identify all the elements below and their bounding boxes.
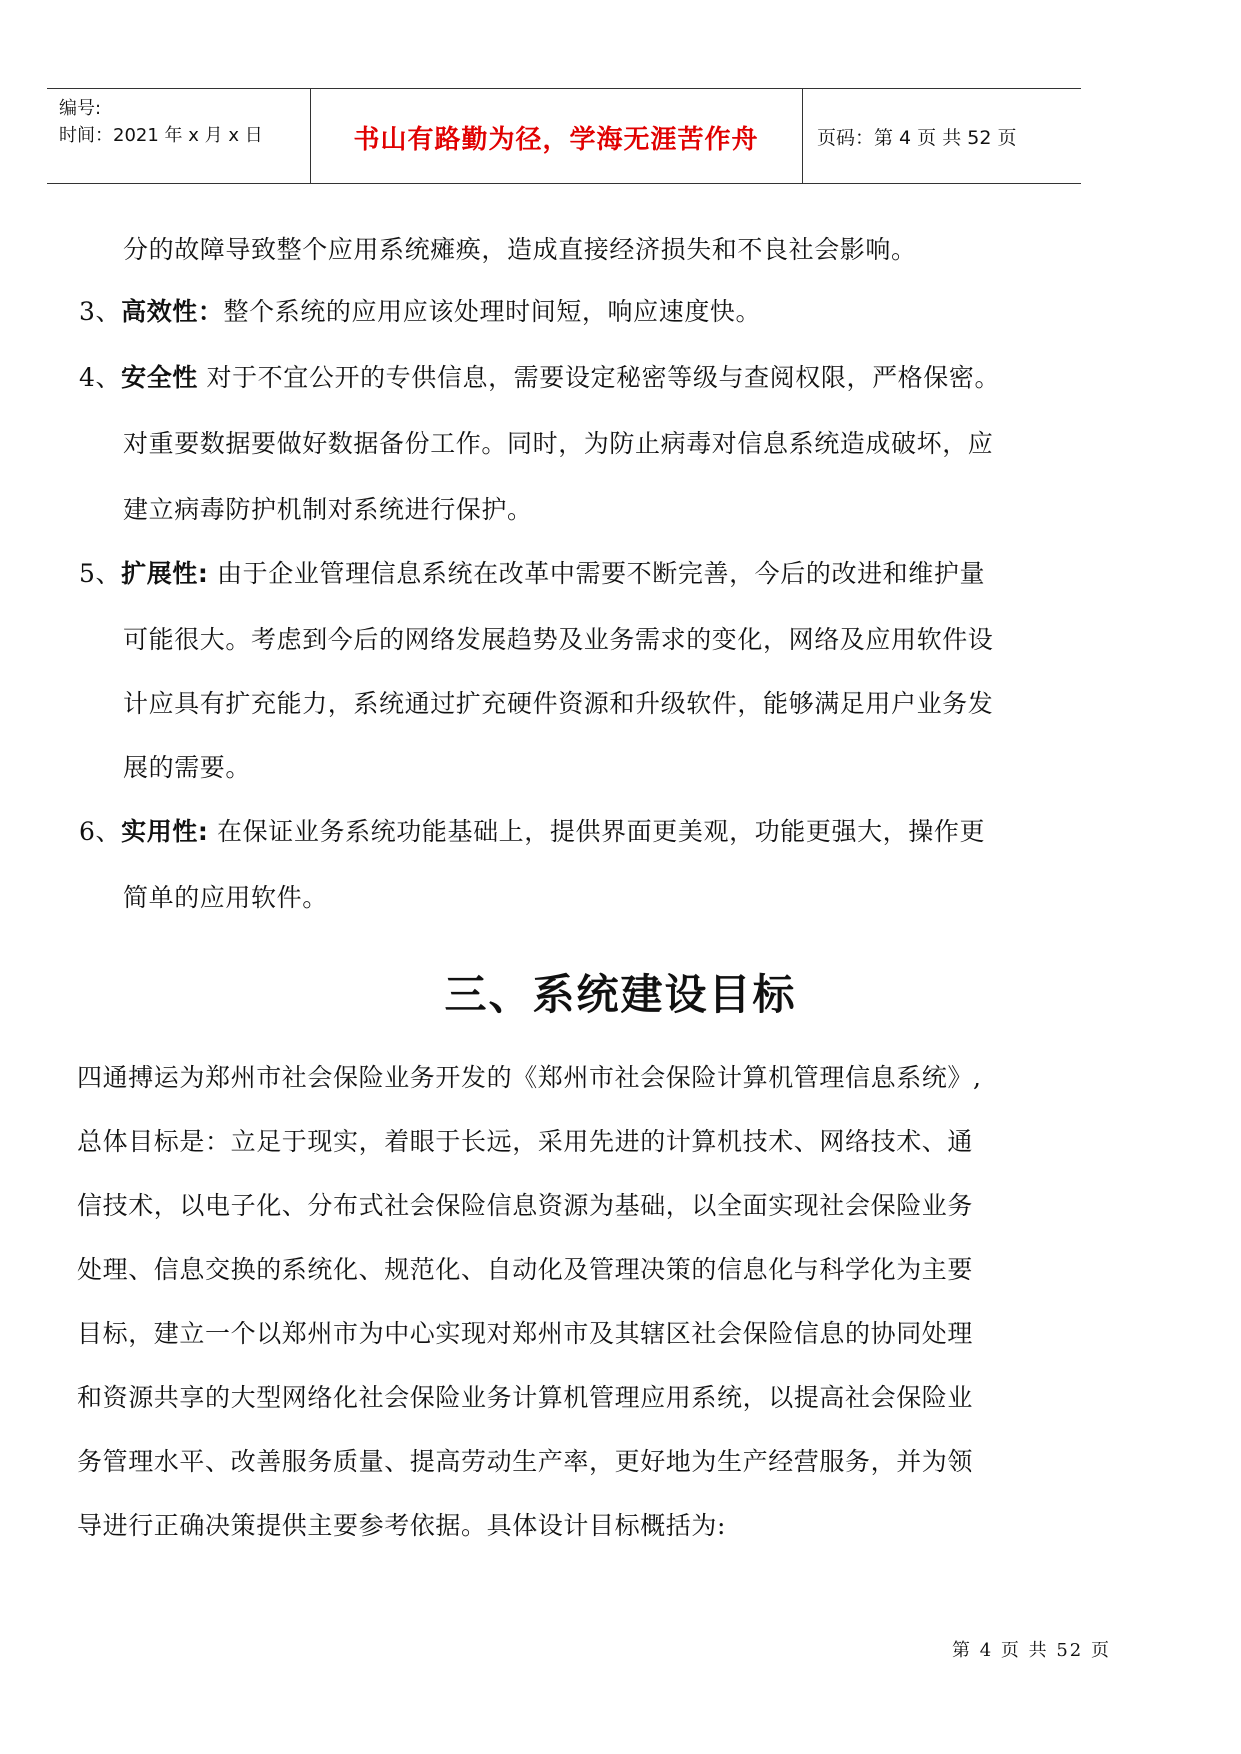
paragraph-line: 务管理水平、改善服务质量、提高劳动生产率，更好地为生产经营服务，并为领 bbox=[77, 1447, 974, 1476]
item-text: 由于企业管理信息系统在改革中需要不断完善，今后的改进和维护量 bbox=[208, 559, 986, 588]
body-line: 计应具有扩充能力，系统通过扩充硬件资源和升级软件，能够满足用户业务发 bbox=[123, 689, 994, 718]
time-label: 时间：2021 年 x 月 x 日 bbox=[59, 125, 263, 146]
header-motto: 书山有路勤为径，学海无涯苦作舟 bbox=[353, 125, 759, 155]
item-text: 对于不宜公开的专供信息，需要设定秘密等级与查阅权限，严格保密。 bbox=[197, 363, 1001, 392]
item-title: 安全性 bbox=[121, 363, 198, 392]
list-item bbox=[79, 292, 761, 328]
header-meta bbox=[59, 95, 263, 149]
item-title: 实用性: bbox=[121, 817, 209, 846]
body-line: 分的故障导致整个应用系统瘫痪，造成直接经济损失和不良社会影响。 bbox=[123, 235, 917, 264]
body-line: 简单的应用软件。 bbox=[123, 883, 328, 912]
page-footer: 第 4 页 共 52 页 bbox=[952, 1640, 1111, 1661]
item-title: 高效性： bbox=[121, 297, 224, 326]
body-line: 对重要数据要做好数据备份工作。同时，为防止病毒对信息系统造成破坏，应 bbox=[123, 429, 994, 458]
page-header bbox=[47, 88, 1081, 184]
paragraph-line: 目标，建立一个以郑州市为中心实现对郑州市及其辖区社会保险信息的协同处理 bbox=[77, 1319, 974, 1348]
paragraph-line: 和资源共享的大型网络化社会保险业务计算机管理应用系统，以提高社会保险业 bbox=[77, 1383, 974, 1412]
item-title: 扩展性: bbox=[121, 559, 209, 588]
section-title: 三、系统建设目标 bbox=[444, 970, 797, 1019]
body-line: 可能很大。考虑到今后的网络发展趋势及业务需求的变化，网络及应用软件设 bbox=[123, 625, 994, 654]
item-number: 3、 bbox=[79, 297, 122, 326]
paragraph-line: 信技术，以电子化、分布式社会保险信息资源为基础，以全面实现社会保险业务 bbox=[77, 1191, 974, 1220]
body-line: 建立病毒防护机制对系统进行保护。 bbox=[123, 495, 533, 524]
header-divider bbox=[802, 89, 803, 183]
item-number: 4、 bbox=[79, 363, 122, 392]
list-item bbox=[79, 358, 1000, 394]
body-line: 展的需要。 bbox=[123, 753, 252, 782]
list-item bbox=[79, 812, 985, 848]
item-number: 6、 bbox=[79, 817, 122, 846]
list-item bbox=[79, 554, 985, 590]
number-label: 编号: bbox=[59, 98, 102, 119]
paragraph-line: 四通搏运为郑州市社会保险业务开发的《郑州市社会保险计算机管理信息系统》, bbox=[77, 1063, 982, 1092]
paragraph-line: 导进行正确决策提供主要参考依据。具体设计目标概括为: bbox=[77, 1511, 727, 1540]
item-text: 整个系统的应用应该处理时间短，响应速度快。 bbox=[223, 297, 762, 326]
paragraph-line: 处理、信息交换的系统化、规范化、自动化及管理决策的信息化与科学化为主要 bbox=[77, 1255, 974, 1284]
item-text: 在保证业务系统功能基础上，提供界面更美观，功能更强大，操作更 bbox=[208, 817, 986, 846]
paragraph-line: 总体目标是：立足于现实，着眼于长远，采用先进的计算机技术、网络技术、通 bbox=[77, 1127, 974, 1156]
header-page-code: 页码：第 4 页 共 52 页 bbox=[817, 127, 1017, 149]
item-number: 5、 bbox=[79, 559, 122, 588]
